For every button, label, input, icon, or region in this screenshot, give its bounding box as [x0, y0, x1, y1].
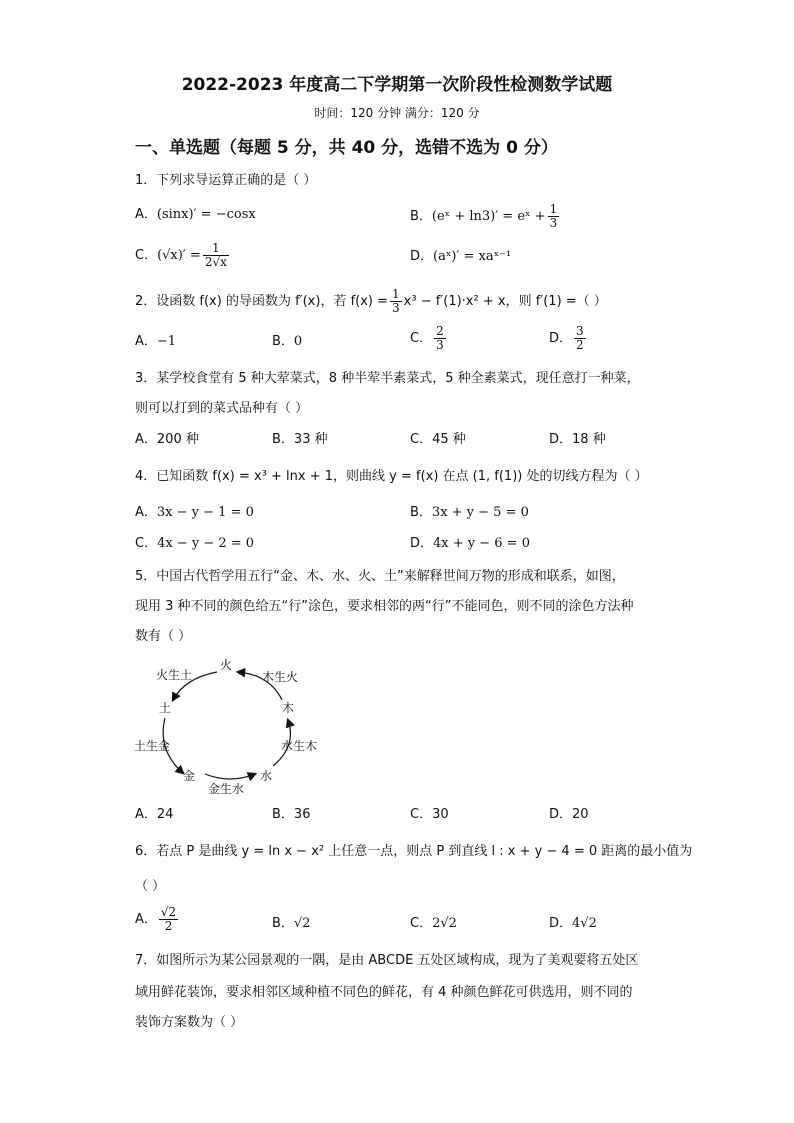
q2-b-text: 0 [293, 334, 303, 349]
option-label: D． [410, 249, 434, 264]
option-label: C． [410, 331, 433, 346]
q3-d-text: 18 种 [572, 432, 606, 447]
option-label: B． [272, 916, 294, 931]
q6-option-c [410, 915, 457, 933]
option-label: B． [410, 505, 432, 520]
node-huo: 火 [220, 658, 233, 672]
denominator: 3 [436, 338, 444, 352]
q4-stem: 4．已知函数 f(x) = x³ + lnx + 1，则曲线 y = f(x) 在点 (1, f(1)) 处的切线方程为（ ） [135, 469, 648, 484]
option-label: A． [135, 807, 157, 822]
q5-option-a [135, 806, 173, 824]
q1-b-fraction [548, 203, 560, 230]
q6-d-text: 4√2 [572, 916, 597, 931]
option-label: D． [549, 331, 573, 346]
option-label: A． [135, 432, 157, 447]
label-shui-sheng-mu: 水生木 [281, 739, 318, 753]
q1-d-text: (aˣ)′ = xaˣ⁻¹ [433, 249, 512, 264]
exam-title: 2022-2023 年度高二下学期第一次阶段性检测数学试题 [181, 75, 613, 95]
option-label: D． [549, 807, 573, 822]
numerator: 1 [392, 287, 400, 301]
option-label: D． [549, 432, 573, 447]
q6-b-text: √2 [293, 916, 311, 931]
label-jin-sheng-shui: 金生水 [208, 782, 245, 796]
denominator: 2√x [204, 255, 227, 269]
option-label: C． [410, 432, 433, 447]
numerator: 3 [576, 324, 584, 338]
option-label: A． [135, 207, 157, 222]
q1-c-fraction [203, 242, 229, 269]
arrow-jin-to-shui [205, 774, 255, 779]
option-label: D． [549, 916, 573, 931]
q1-stem: 1．下列求导运算正确的是（ ） [135, 173, 317, 188]
option-label: A． [135, 334, 157, 349]
option-label: A． [135, 505, 157, 520]
q5-b-text: 36 [293, 807, 311, 822]
q6-option-a [135, 906, 180, 933]
q2-d-fraction [574, 325, 586, 352]
q7-stem-line3: 装饰方案数为（ ） [135, 1015, 244, 1030]
numerator: √2 [160, 905, 177, 919]
q6-option-d [549, 915, 597, 933]
q5-option-b [272, 806, 310, 824]
q4-c-text: 4x − y − 2 = 0 [157, 536, 255, 551]
q1-c-text: (√x)′ = [157, 248, 201, 263]
node-tu: 土 [159, 701, 172, 715]
q4-d-text: 4x + y − 6 = 0 [433, 536, 530, 551]
q4-option-b [410, 504, 529, 522]
q5-d-text: 20 [572, 807, 589, 822]
option-label: C． [135, 536, 158, 551]
q2-option-b [272, 333, 302, 351]
q5-option-d [549, 806, 589, 824]
q5-stem-line2: 现用 3 种不同的颜色给五“行”涂色，要求相邻的两“行”不能同色，则不同的涂色方法种 [135, 599, 634, 614]
q3-option-b [272, 431, 328, 449]
option-label: B． [272, 807, 294, 822]
q7-stem-line1: 7．如图所示为某公园景观的一隅，是由 ABCDE 五处区域构成，现为了美观要将五处区 [135, 953, 639, 968]
option-label: B． [272, 432, 294, 447]
q3-c-text: 45 种 [432, 432, 466, 447]
q3-option-d [549, 431, 606, 449]
q3-option-c [410, 431, 466, 449]
q6-option-b [272, 915, 310, 933]
label-huo-sheng-tu: 火生土 [156, 668, 193, 682]
q1-a-text: (sinx)′ = −cosx [156, 207, 256, 222]
option-label: C． [410, 916, 433, 931]
q5-stem-line3: 数有（ ） [135, 629, 192, 644]
node-mu: 木 [282, 701, 295, 715]
q6-stem-line1: 6．若点 P 是曲线 y = ln x − x² 上任意一点，则点 P 到直线 l : x + y − 4 = 0 距离的最小值为 [135, 844, 693, 859]
option-label: A． [135, 912, 157, 927]
q1-b-text: (eˣ + ln3)′ = eˣ + [431, 209, 546, 224]
numerator: 1 [212, 241, 220, 255]
q4-b-text: 3x + y − 5 = 0 [431, 505, 529, 520]
q2-stem-b: x³ − f′(1)·x² + x，则 f′(1) =（ ） [403, 294, 607, 309]
q6-a-fraction [159, 906, 178, 933]
q1-option-c [135, 242, 231, 269]
option-label: B． [272, 334, 294, 349]
q4-option-a [135, 504, 254, 522]
q6-c-text: 2√2 [432, 916, 457, 931]
q2-stem-fraction [390, 288, 402, 315]
denominator: 2 [159, 919, 178, 933]
q5-c-text: 30 [432, 807, 449, 822]
numerator: 2 [436, 324, 444, 338]
q3-stem-line1: 3．某学校食堂有 5 种大荤菜式，8 种半荤半素菜式，5 种全素菜式，现任意打一种菜， [135, 371, 640, 386]
q4-option-c [135, 535, 254, 553]
option-label: C． [410, 807, 433, 822]
label-mu-sheng-huo: 木生火 [262, 670, 299, 684]
option-label: B． [410, 209, 432, 224]
denominator: 3 [549, 216, 558, 230]
q7-stem-line2: 域用鲜花装饰，要求相邻区域种植不同色的鲜花，有 4 种颜色鲜花可供选用，则不同的 [135, 985, 633, 1000]
label-tu-sheng-jin: 土生金 [134, 739, 171, 753]
q2-a-text: −1 [156, 334, 177, 349]
q3-a-text: 200 种 [156, 432, 199, 447]
q2-stem [135, 288, 607, 315]
q3-stem-line2: 则可以打到的菜式品种有（ ） [135, 401, 309, 416]
q2-c-fraction [434, 325, 446, 352]
option-label: C． [135, 248, 158, 263]
node-jin: 金 [183, 769, 196, 783]
q1-option-d [410, 248, 511, 266]
q1-option-b [410, 203, 561, 230]
q1-option-a [135, 206, 256, 224]
exam-subtitle: 时间：120 分钟 满分：120 分 [314, 106, 480, 120]
q5-option-c [410, 806, 449, 824]
q2-option-a [135, 333, 176, 351]
node-shui: 水 [260, 769, 273, 783]
q5-a-text: 24 [156, 807, 174, 822]
q6-stem-line2: （ ） [135, 879, 166, 894]
q3-b-text: 33 种 [293, 432, 328, 447]
q2-option-d [549, 325, 588, 352]
denominator: 3 [392, 301, 400, 315]
q2-stem-a: 2．设函数 f(x) 的导函数为 f′(x)，若 f(x) = [135, 294, 389, 309]
five-elements-diagram [125, 650, 345, 800]
q3-option-a [135, 431, 199, 449]
q2-option-c [410, 325, 448, 352]
numerator: 1 [549, 202, 558, 216]
q5-stem-line1: 5．中国古代哲学用五行“金、木、水、火、土”来解释世间万物的形成和联系，如图， [135, 569, 625, 584]
q4-option-d [410, 535, 530, 553]
option-label: D． [410, 536, 434, 551]
section-heading: 一、单选题（每题 5 分，共 40 分，选错不选为 0 分） [135, 138, 558, 158]
q4-a-text: 3x − y − 1 = 0 [156, 505, 254, 520]
denominator: 2 [576, 338, 584, 352]
